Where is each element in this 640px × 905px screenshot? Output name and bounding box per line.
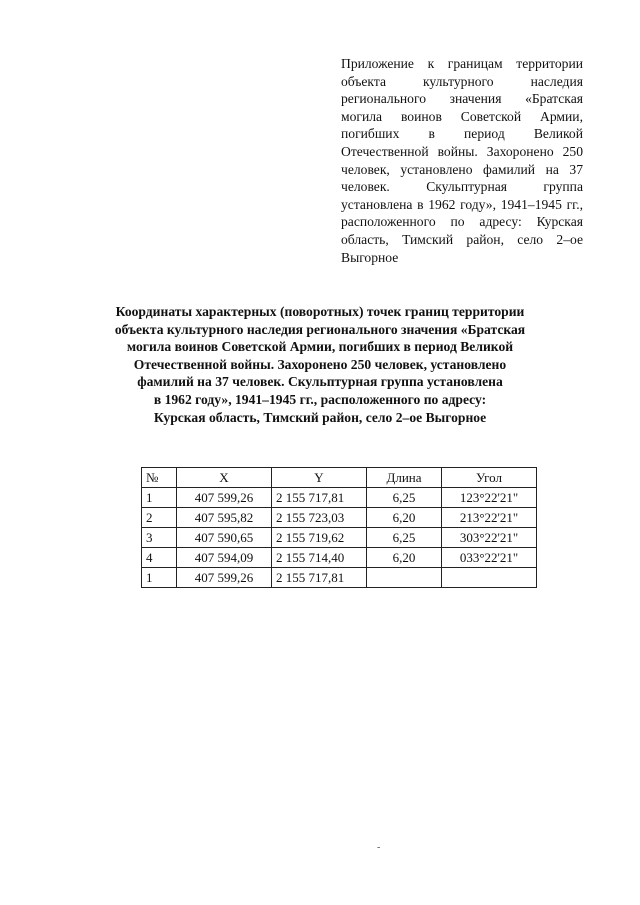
cell-angle: 303°22'21" [442,528,537,548]
cell-number: 1 [142,488,177,508]
cell-x: 407 595,82 [177,508,272,528]
cell-number: 2 [142,508,177,528]
cell-y: 2 155 717,81 [272,488,367,508]
table-row [142,568,537,588]
header-x: X [177,468,272,488]
document-title [100,303,540,426]
cell-x: 407 590,65 [177,528,272,548]
cell-x: 407 594,09 [177,548,272,568]
footer-mark: - [377,842,381,853]
cell-x: 407 599,26 [177,568,272,588]
cell-length: 6,25 [367,528,442,548]
cell-angle [442,568,537,588]
cell-angle: 123°22'21" [442,488,537,508]
header-number: № [142,468,177,488]
table-header-row [142,468,537,488]
cell-length: 6,25 [367,488,442,508]
title-line: Отечественной войны. Захоронено 250 человек, установлено [133,356,507,372]
cell-y: 2 155 717,81 [272,568,367,588]
cell-y: 2 155 719,62 [272,528,367,548]
coordinates-table [141,467,537,588]
cell-length: 6,20 [367,548,442,568]
table-row [142,488,537,508]
cell-number: 1 [142,568,177,588]
table-row [142,528,537,548]
cell-angle: 033°22'21" [442,548,537,568]
cell-length: 6,20 [367,508,442,528]
title-line: фамилий на 37 человек. Скульптурная группа установлена [137,374,503,390]
cell-length [367,568,442,588]
header-length: Длина [367,468,442,488]
cell-number: 4 [142,548,177,568]
cell-x: 407 599,26 [177,488,272,508]
header-y: Y [272,468,367,488]
header-angle: Угол [442,468,537,488]
table-row [142,548,537,568]
title-line: в 1962 году», 1941–1945 гг., расположенного по адресу: [153,391,487,407]
table-row [142,508,537,528]
cell-y: 2 155 723,03 [272,508,367,528]
title-line: могила воинов Советской Армии, погибших в период Великой [126,339,514,355]
title-line: Курская область, Тимский район, село 2–ое Выгорное [153,409,487,425]
title-line: Координаты характерных (поворотных) точек границ территории [115,304,525,319]
appendix-note: Приложение к границам территории объекта культурного наследия регионального значения «Братская могила воинов Советской Армии, погибших в период Великой Отечественной войны. Захоронено 250 человек, установлено фамилий на 37 человек. Скульптурная группа установлена в 1962 году», 1941–1945 гг., расположенного по адресу: Курская область, Тимский район, село 2–ое Выгорное [341,56,583,265]
cell-y: 2 155 714,40 [272,548,367,568]
cell-number: 3 [142,528,177,548]
cell-angle: 213°22'21" [442,508,537,528]
title-line: объекта культурного наследия регионального значения «Братская [114,321,526,337]
